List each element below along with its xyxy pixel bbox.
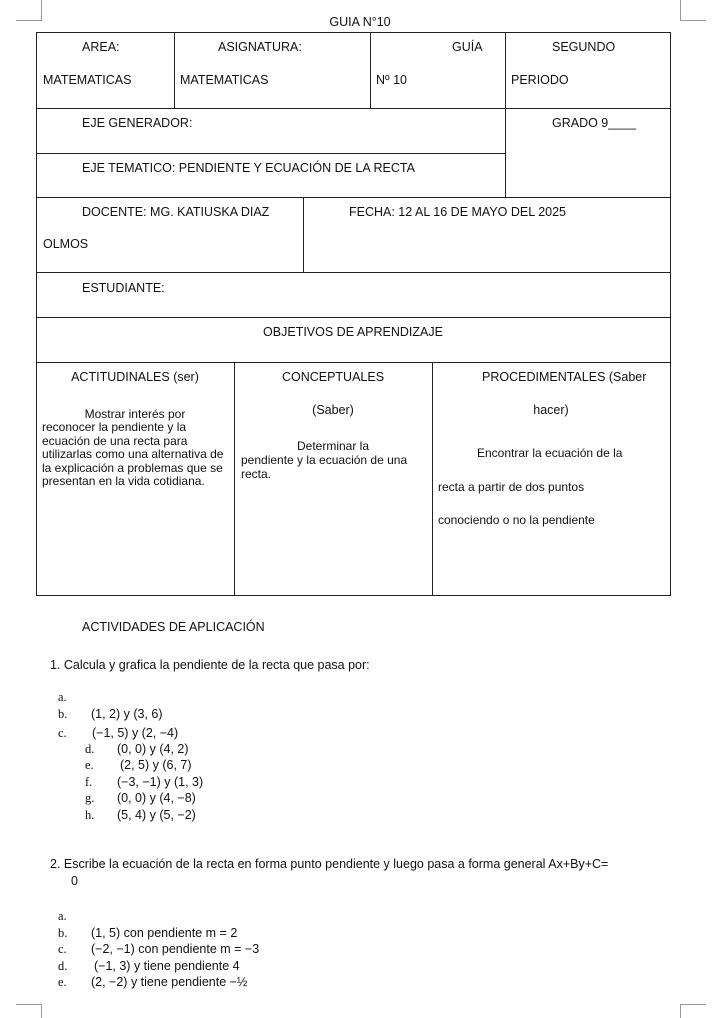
list-item-letter: c. [58,942,67,956]
list-item: (−1, 3) y tiene pendiente 4 [94,959,240,973]
guia-label: GUÍA [452,40,483,54]
conceptuales-first: Determinar la [296,439,370,453]
crop-mark [16,1004,42,1005]
list-item: (−2, −1) con pendiente m = −3 [91,942,260,956]
list-item: (1, 5) con pendiente m = 2 [91,926,238,940]
list-item-letter: a. [58,690,67,704]
procedimentales-l3: conociendo o no la pendiente [438,513,595,527]
conceptuales-body: pendiente y la ecuación de una recta. [241,453,408,481]
actitudinales-title: ACTITUDINALES (ser) [71,370,199,384]
periodo-label: SEGUNDO [552,40,616,54]
crop-mark [41,1004,42,1018]
docente-cont: OLMOS [43,237,89,251]
area-value: MATEMATICAS [43,73,132,87]
actitudinales-body: reconocer la pendiente y la ecuación de una recta para utilizarlas como una alternativa de la explicación a problemas que se presentan en la vida cotidiana. [42,420,224,488]
fecha: FECHA: 12 AL 16 DE MAYO DEL 2025 [349,205,566,219]
question-2: 2. Escribe la ecuación de la recta en forma punto pendiente y luego pasa a forma general Ax+By+C= [50,857,609,871]
list-item-letter: f. [85,775,93,789]
question-2-cont: 0 [71,874,78,888]
list-item: (2, −2) y tiene pendiente −½ [91,975,248,989]
periodo-value: PERIODO [511,73,569,87]
list-item-letter: e. [85,758,94,772]
conceptuales-title: CONCEPTUALES [281,370,385,384]
list-item-letter: b. [58,926,68,940]
list-item: (−3, −1) y (1, 3) [117,775,204,789]
crop-mark [680,1004,706,1005]
list-item-letter: d. [85,742,95,756]
list-item-letter: g. [85,791,95,805]
actitudinales-first: Mostrar interés por [84,407,186,421]
list-item-letter: b. [58,707,68,721]
asignatura-value: MATEMATICAS [180,73,269,87]
grado: GRADO 9____ [552,116,637,130]
procedimentales-l2: recta a partir de dos puntos [438,480,585,494]
list-item: (−1, 5) y (2, −4) [92,726,179,740]
conceptuales-sub: (Saber) [312,403,354,417]
docente: DOCENTE: MG. KATIUSKA DIAZ [82,205,270,219]
page-title: GUIA N°10 [329,15,391,29]
eje-generador: EJE GENERADOR: [82,116,193,130]
list-item: (2, 5) y (6, 7) [120,758,192,772]
crop-mark [680,1004,681,1018]
estudiante-field: ESTUDIANTE: [82,281,165,295]
list-item: (0, 0) y (4, −8) [117,791,196,805]
list-item: (5, 4) y (5, −2) [117,808,196,822]
eje-tematico: EJE TEMATICO: PENDIENTE Y ECUACIÓN DE LA RECTA [82,161,415,175]
procedimentales-title: PROCEDIMENTALES (Saber [482,370,647,384]
asignatura-label: ASIGNATURA: [218,40,302,54]
list-item-letter: h. [85,808,95,822]
list-item-letter: c. [58,726,67,740]
area-label: AREA: [82,40,120,54]
procedimentales-l1: Encontrar la ecuación de la [477,446,623,460]
list-item: (0, 0) y (4, 2) [117,742,189,756]
procedimentales-sub: hacer) [533,403,569,417]
actividades-heading: ACTIVIDADES DE APLICACIÓN [82,620,265,634]
list-item-letter: e. [58,975,67,989]
list-item-letter: d. [58,959,68,973]
objetivos-heading: OBJETIVOS DE APRENDIZAJE [263,325,443,339]
list-item: (1, 2) y (3, 6) [91,707,163,721]
list-item-letter: a. [58,909,67,923]
guia-value: Nº 10 [376,73,407,87]
question-1: 1. Calcula y grafica la pendiente de la recta que pasa por: [50,658,370,672]
